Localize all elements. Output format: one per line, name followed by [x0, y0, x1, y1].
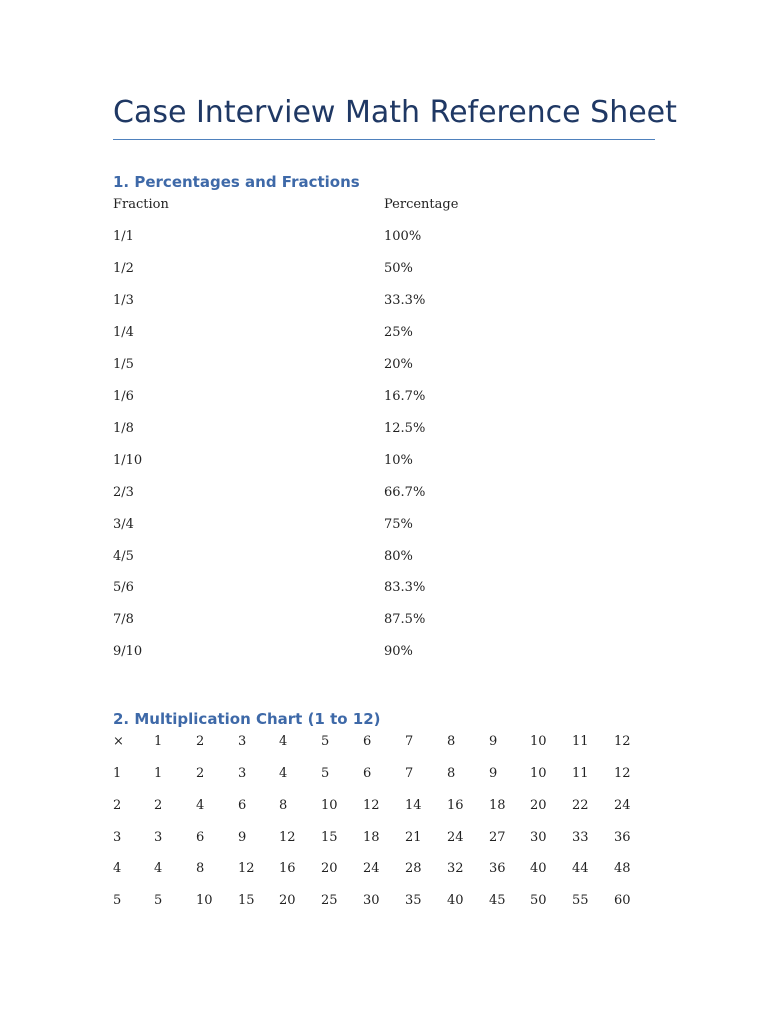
table-cell: 40	[447, 893, 464, 908]
table-cell: 24	[447, 830, 464, 845]
section-heading-fractions: 1. Percentages and Fractions	[113, 173, 360, 191]
table-cell: 100%	[384, 229, 422, 244]
table-cell: 1/8	[113, 421, 134, 436]
table-cell: 1/3	[113, 293, 134, 308]
table-cell: 27	[489, 830, 506, 845]
table-cell: 30	[363, 893, 380, 908]
table-cell: 4	[154, 861, 163, 876]
table-cell: 66.7%	[384, 485, 426, 500]
table-cell: 10	[321, 798, 338, 813]
table-cell: 1	[154, 766, 163, 781]
table-cell: 83.3%	[384, 580, 426, 595]
table-cell: 2	[154, 798, 163, 813]
table-cell: 10	[196, 893, 213, 908]
table-cell: 5	[321, 766, 330, 781]
table-cell: 4	[279, 766, 288, 781]
table-cell: 6	[196, 830, 205, 845]
table-header-cell: 4	[279, 734, 288, 749]
section-heading-multiplication: 2. Multiplication Chart (1 to 12)	[113, 710, 381, 728]
table-cell: 55	[572, 893, 589, 908]
table-cell: 1/5	[113, 357, 134, 372]
table-cell: 1/1	[113, 229, 134, 244]
table-cell: 20%	[384, 357, 413, 372]
table-cell: 7	[405, 766, 414, 781]
table-cell: 5	[113, 893, 122, 908]
table-cell: 14	[405, 798, 422, 813]
table-cell: 9/10	[113, 644, 143, 659]
table-cell: 20	[321, 861, 338, 876]
table-cell: 10	[530, 766, 547, 781]
table-cell: 40	[530, 861, 547, 876]
table-cell: 20	[279, 893, 296, 908]
table-header-cell: 3	[238, 734, 247, 749]
table-header-cell: 11	[572, 734, 589, 749]
table-header-cell: 2	[196, 734, 205, 749]
table-cell: 35	[405, 893, 422, 908]
table-header-cell: 5	[321, 734, 330, 749]
table-cell: 36	[614, 830, 631, 845]
table-cell: 75%	[384, 517, 413, 532]
table-header-cell: 6	[363, 734, 372, 749]
table-cell: 1	[113, 766, 122, 781]
table-cell: 44	[572, 861, 589, 876]
table-cell: 5	[154, 893, 163, 908]
table-cell: 45	[489, 893, 506, 908]
table-cell: 12	[279, 830, 296, 845]
table-header-cell: Fraction	[113, 197, 169, 212]
table-cell: 12.5%	[384, 421, 426, 436]
table-cell: 12	[363, 798, 380, 813]
table-cell: 16	[447, 798, 464, 813]
table-cell: 1/10	[113, 453, 143, 468]
table-cell: 2	[196, 766, 205, 781]
table-cell: 3	[113, 830, 122, 845]
title-divider	[113, 139, 655, 140]
table-cell: 5/6	[113, 580, 134, 595]
table-cell: 2	[113, 798, 122, 813]
table-cell: 3/4	[113, 517, 134, 532]
table-cell: 36	[489, 861, 506, 876]
table-cell: 50	[530, 893, 547, 908]
table-cell: 4/5	[113, 549, 134, 564]
table-header-cell: 7	[405, 734, 414, 749]
table-cell: 22	[572, 798, 589, 813]
table-cell: 12	[238, 861, 255, 876]
table-cell: 3	[238, 766, 247, 781]
table-header-cell: 10	[530, 734, 547, 749]
table-cell: 9	[489, 766, 498, 781]
table-cell: 8	[196, 861, 205, 876]
table-cell: 33	[572, 830, 589, 845]
table-cell: 15	[321, 830, 338, 845]
table-cell: 87.5%	[384, 612, 426, 627]
table-cell: 8	[279, 798, 288, 813]
table-cell: 48	[614, 861, 631, 876]
table-cell: 30	[530, 830, 547, 845]
table-cell: 24	[614, 798, 631, 813]
table-cell: 1/6	[113, 389, 134, 404]
table-cell: 16	[279, 861, 296, 876]
table-cell: 1/4	[113, 325, 134, 340]
table-header-cell: Percentage	[384, 197, 459, 212]
table-cell: 4	[196, 798, 205, 813]
table-cell: 28	[405, 861, 422, 876]
table-cell: 15	[238, 893, 255, 908]
table-header-cell: 8	[447, 734, 456, 749]
table-header-cell: 1	[154, 734, 163, 749]
table-cell: 90%	[384, 644, 413, 659]
table-cell: 16.7%	[384, 389, 426, 404]
table-cell: 18	[363, 830, 380, 845]
table-cell: 32	[447, 861, 464, 876]
table-cell: 11	[572, 766, 589, 781]
table-cell: 2/3	[113, 485, 134, 500]
table-cell: 24	[363, 861, 380, 876]
table-cell: 6	[238, 798, 247, 813]
table-cell: 25%	[384, 325, 413, 340]
table-header-cell: ×	[113, 734, 124, 749]
table-header-cell: 12	[614, 734, 631, 749]
table-cell: 8	[447, 766, 456, 781]
table-cell: 7/8	[113, 612, 134, 627]
table-cell: 21	[405, 830, 422, 845]
table-cell: 4	[113, 861, 122, 876]
table-cell: 12	[614, 766, 631, 781]
table-header-cell: 9	[489, 734, 498, 749]
table-cell: 1/2	[113, 261, 134, 276]
table-cell: 20	[530, 798, 547, 813]
table-cell: 25	[321, 893, 338, 908]
table-cell: 3	[154, 830, 163, 845]
table-cell: 18	[489, 798, 506, 813]
table-cell: 80%	[384, 549, 413, 564]
table-cell: 6	[363, 766, 372, 781]
table-cell: 60	[614, 893, 631, 908]
page-title: Case Interview Math Reference Sheet	[113, 95, 677, 130]
table-cell: 50%	[384, 261, 413, 276]
table-cell: 9	[238, 830, 247, 845]
table-cell: 33.3%	[384, 293, 426, 308]
table-cell: 10%	[384, 453, 413, 468]
